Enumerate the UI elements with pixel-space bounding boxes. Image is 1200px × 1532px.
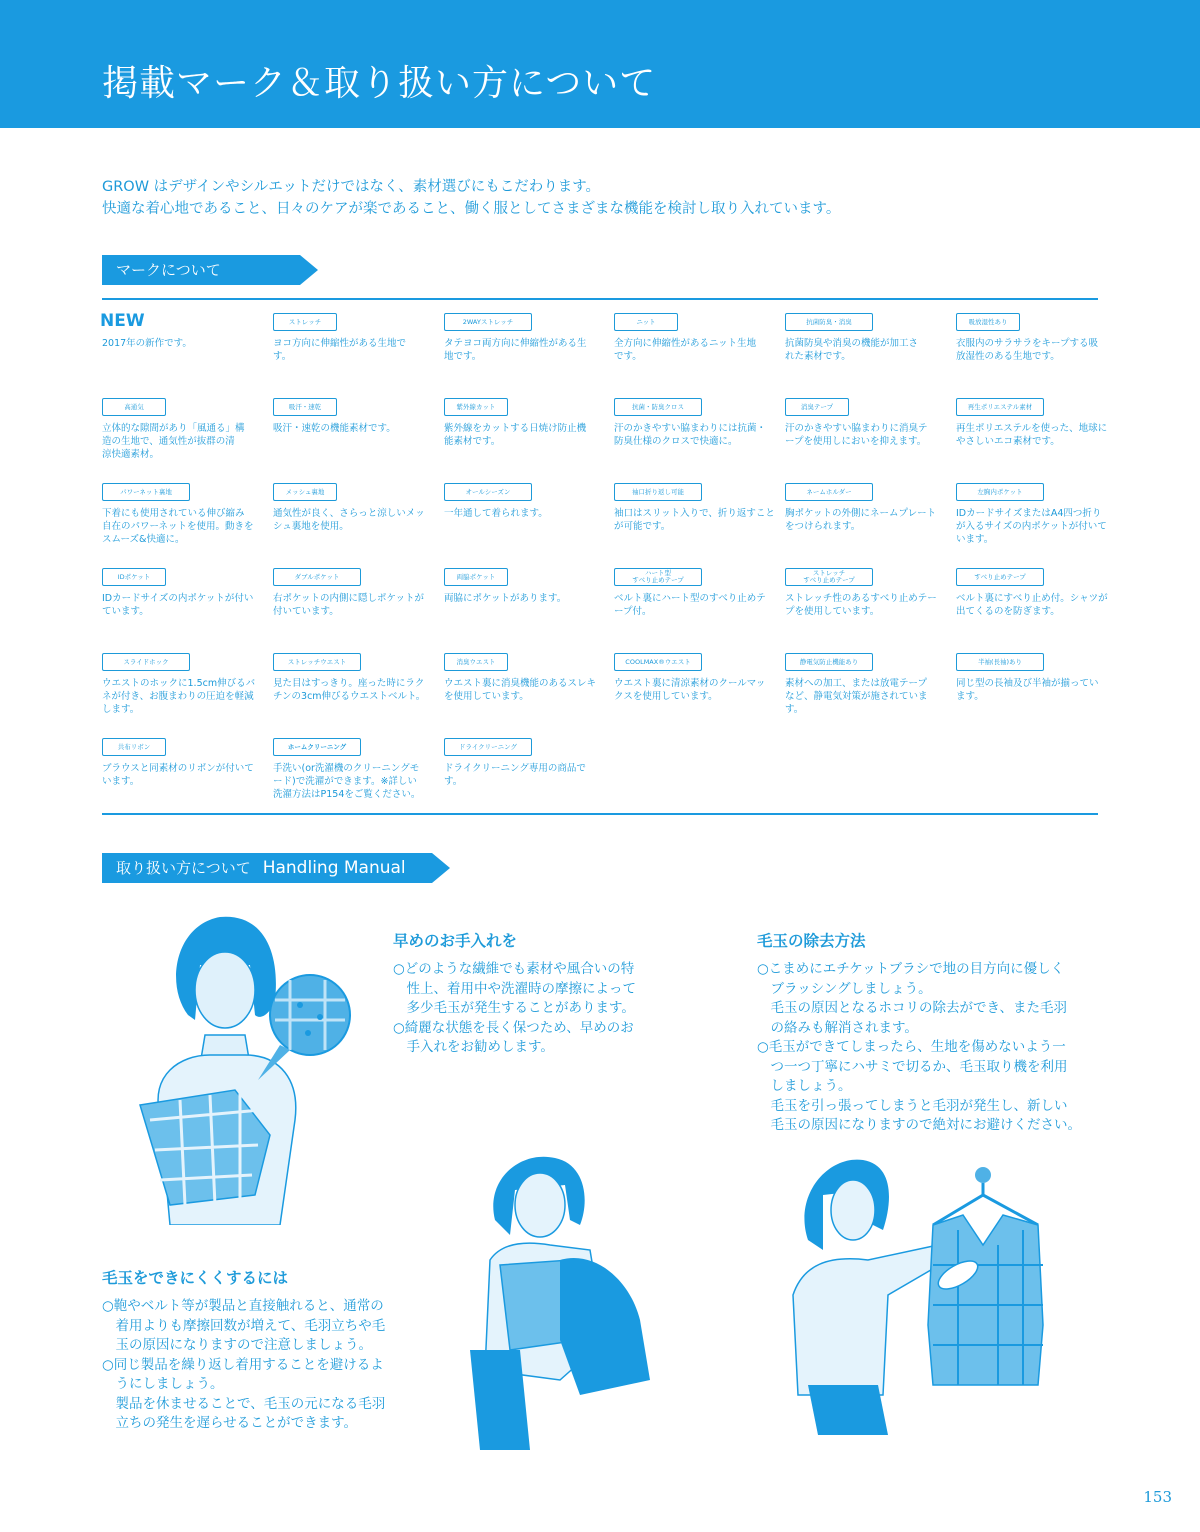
mark-description: 2017年の新作です。 bbox=[102, 338, 192, 349]
divider-bottom bbox=[102, 813, 1098, 815]
mark-badge: ネームホルダー bbox=[785, 483, 873, 501]
mark-description: IDカードサイズまたはA4四つ折り が入るサイズの内ポケットが付いて います。 bbox=[956, 508, 1107, 545]
mark-badge: ストレッチウエスト bbox=[273, 653, 361, 671]
mark-description: ストレッチ性のあるすべり止めテー プを使用しています。 bbox=[785, 593, 937, 617]
mark-description: 再生ポリエステルを使った、地球に やさしいエコ素材です。 bbox=[956, 423, 1108, 447]
intro-line: 快適な着心地であること、日々のケアが楽であること、働く服としてさまざまな機能を検討し取り入れています。 bbox=[102, 201, 841, 217]
mark-description: 右ポケットの内側に隠しポケットが 付いています。 bbox=[273, 593, 425, 617]
mark-description: 両脇にポケットがあります。 bbox=[444, 593, 567, 604]
mark-description: 同じ型の長袖及び半袖が揃ってい ます。 bbox=[956, 678, 1099, 702]
mark-badge: 吸汗・速乾 bbox=[273, 398, 337, 416]
woman-with-bag-illustration bbox=[460, 1150, 660, 1450]
ribbon-arrow bbox=[300, 255, 318, 285]
woman-brushing-vest-illustration bbox=[788, 1155, 1058, 1435]
mark-description: 衣服内のサラサラをキープする吸 放湿性のある生地です。 bbox=[956, 338, 1099, 362]
mark-description: ウエスト裏に清涼素材のクールマッ クスを使用しています。 bbox=[614, 678, 766, 702]
mark-badge: ドライクリーニング bbox=[444, 738, 532, 756]
mark-badge: 再生ポリエステル素材 bbox=[956, 398, 1044, 416]
mark-description: ブラウスと同素材のリボンが付いて います。 bbox=[102, 763, 254, 787]
divider-top bbox=[102, 298, 1098, 300]
mark-description: ドライクリーニング専用の商品で す。 bbox=[444, 763, 586, 787]
mark-badge: すべり止めテープ bbox=[956, 568, 1044, 586]
body-line: 毛玉を引っ張ってしまうと毛羽が発生し、新しい bbox=[757, 1097, 1068, 1114]
body-line: ○鞄やベルト等が製品と直接触れると、通常の bbox=[102, 1298, 384, 1314]
mark-description: 紫外線をカットする日焼け防止機 能素材です。 bbox=[444, 423, 587, 447]
mark-badge: COOLMAX®ウエスト bbox=[614, 653, 702, 671]
body-line: つ一つ丁寧にハサミで切るか、毛玉取り機を利用 bbox=[757, 1058, 1068, 1075]
mark-description: 素材への加工、または放電テープ など、静電気対策が施されていま す。 bbox=[785, 678, 928, 715]
ribbon-arrow bbox=[432, 853, 450, 883]
page-title: 掲載マーク＆取り扱い方について bbox=[102, 63, 657, 104]
mark-badge: ニット bbox=[614, 313, 678, 331]
early-care-body bbox=[393, 960, 636, 1058]
mark-badge: 2WAYストレッチ bbox=[444, 313, 532, 331]
body-line: ○同じ製品を繰り返し着用することを避けるよ bbox=[102, 1356, 384, 1373]
mark-badge: 両脇ポケット bbox=[444, 568, 508, 586]
prevent-title: 毛玉をできにくくするには bbox=[102, 1269, 289, 1287]
mark-badge: メッシュ裏地 bbox=[273, 483, 337, 501]
body-line: うにしましょう。 bbox=[102, 1376, 224, 1392]
mark-badge: パワーネット裏地 bbox=[102, 483, 190, 501]
mark-description: 一年通して着られます。 bbox=[444, 508, 548, 519]
body-line: ○綺麗な状態を長く保つため、早めのお bbox=[393, 1019, 634, 1036]
mark-description: ウエスト裏に消臭機能のあるスレキ を使用しています。 bbox=[444, 678, 597, 702]
body-line: しましょう。 bbox=[757, 1078, 852, 1094]
intro-text bbox=[102, 176, 840, 220]
mark-description: タテヨコ両方向に伸縮性がある生 地です。 bbox=[444, 338, 587, 362]
mark-badge: ストレッチ bbox=[273, 313, 337, 331]
body-line: 毛玉の原因となるホコリの除去ができ、また毛羽 bbox=[757, 1000, 1067, 1016]
mark-description: ウエストのホックに1.5cm伸びるバ ネが付き、お腹まわりの圧迫を軽減 します。 bbox=[102, 678, 256, 715]
body-line: 多少毛玉が発生することがあります。 bbox=[393, 1000, 635, 1016]
mark-description: 立体的な隙間があり「風通る」構 造の生地で、通気性が抜群の清 涼快適素材。 bbox=[102, 423, 245, 460]
body-line: 製品を休ませることで、毛玉の元になる毛羽 bbox=[102, 1395, 386, 1412]
mark-badge: ホームクリーニング bbox=[273, 738, 361, 756]
handling-section-label bbox=[102, 853, 432, 883]
body-line: ○こまめにエチケットブラシで地の目方向に優しく bbox=[757, 961, 1065, 977]
body-line: 性上、着用中や洗濯時の摩擦によって bbox=[393, 980, 636, 997]
mark-description: 汗のかきやすい脇まわりには抗菌・ 防臭仕様のクロスで快適に。 bbox=[614, 423, 767, 447]
mark-description: 胸ポケットの外側にネームプレート をつけられます。 bbox=[785, 508, 937, 532]
woman-inspecting-fabric-illustration bbox=[130, 905, 360, 1225]
pill-removal-body bbox=[757, 960, 1081, 1136]
mark-badge: 共布リボン bbox=[102, 738, 166, 756]
mark-description: 全方向に伸縮性があるニット生地 です。 bbox=[614, 338, 757, 362]
intro-line: GROW はデザインやシルエットだけではなく、素材選びにもこだわります。 bbox=[102, 179, 601, 195]
mark-badge: ハート型 すべり止めテープ bbox=[614, 568, 702, 586]
body-line: 着用よりも摩擦回数が増えて、毛羽立ちや毛 bbox=[102, 1317, 386, 1334]
mark-badge: 袖口折り返し可能 bbox=[614, 483, 702, 501]
mark-badge: 消臭テープ bbox=[785, 398, 849, 416]
mark-description: IDカードサイズの内ポケットが付い ています。 bbox=[102, 593, 254, 617]
mark-description: 下着にも使用されている伸び縮み 自在のパワーネットを使用。動きを スムーズ&快適に。 bbox=[102, 508, 254, 545]
handling-label-ja: 取り扱い方について bbox=[116, 859, 251, 877]
body-line: 手入れをお勧めします。 bbox=[393, 1039, 554, 1055]
mark-badge: 消臭ウエスト bbox=[444, 653, 508, 671]
mark-badge: 紫外線カット bbox=[444, 398, 508, 416]
mark-description: 汗のかきやすい脇まわりに消臭テ ープを使用しにおいを抑えます。 bbox=[785, 423, 928, 447]
mark-description: 見た目はすっきり。座った時にラク チンの3cm伸びるウエストベルト。 bbox=[273, 678, 426, 702]
mark-description: 吸汗・速乾の機能素材です。 bbox=[273, 423, 396, 434]
body-line: 玉の原因になりますので注意しましょう。 bbox=[102, 1337, 372, 1353]
mark-badge: 左胸内ポケット bbox=[956, 483, 1044, 501]
mark-description: 通気性が良く、さらっと涼しいメッ シュ裏地を使用。 bbox=[273, 508, 425, 532]
mark-badge: 抗菌・防臭クロス bbox=[614, 398, 702, 416]
mark-badge: 高通気 bbox=[102, 398, 166, 416]
body-line: ○毛玉ができてしまったら、生地を傷めないよう一 bbox=[757, 1039, 1066, 1055]
body-line: の絡みも解消されます。 bbox=[757, 1019, 918, 1036]
mark-description: ベルト裏にハート型のすべり止めテ ープ付。 bbox=[614, 593, 766, 617]
mark-description: 抗菌防臭や消臭の機能が加工さ れた素材です。 bbox=[785, 338, 919, 362]
prevent-body bbox=[102, 1297, 385, 1434]
mark-badge: スライドホック bbox=[102, 653, 190, 671]
mark-badge: 半袖(長袖)あり bbox=[956, 653, 1044, 671]
mark-badge: IDポケット bbox=[102, 568, 166, 586]
mark-badge: ダブルポケット bbox=[273, 568, 361, 586]
mark-description: ベルト裏にすべり止め付。シャツが 出てくるのを防ぎます。 bbox=[956, 593, 1108, 617]
body-line: ○どのような繊維でも素材や風合いの特 bbox=[393, 961, 635, 977]
early-care-title: 早めのお手入れを bbox=[393, 932, 518, 950]
mark-badge: 抗菌防臭・消臭 bbox=[785, 313, 873, 331]
pill-removal-title: 毛玉の除去方法 bbox=[757, 932, 866, 950]
body-line: ブラッシングしましょう。 bbox=[757, 980, 932, 997]
mark-badge: 静電気防止機能あり bbox=[785, 653, 873, 671]
mark-badge: オールシーズン bbox=[444, 483, 532, 501]
mark-description: ヨコ方向に伸縮性がある生地で す。 bbox=[273, 338, 407, 362]
header-band bbox=[0, 0, 1200, 128]
page-number: 153 bbox=[1143, 1488, 1172, 1506]
mark-description: 袖口はスリット入りで、折り返すこと が可能です。 bbox=[614, 508, 775, 532]
mark-badge: NEW bbox=[100, 311, 145, 331]
mark-badge: 吸放湿性あり bbox=[956, 313, 1020, 331]
mark-badge: ストレッチ すべり止めテープ bbox=[785, 568, 873, 586]
body-line: 立ちの発生を遅らせることができます。 bbox=[102, 1415, 358, 1431]
body-line: 毛玉の原因になりますので絶対にお避けください。 bbox=[757, 1117, 1081, 1133]
mark-description: 手洗い(or洗濯機のクリーニングモ ード)で洗濯ができます。※詳しい 洗濯方法はP154をご覧ください。 bbox=[273, 763, 421, 800]
handling-label-en: Handling Manual bbox=[262, 858, 406, 878]
marks-section-label: マークについて bbox=[102, 255, 300, 285]
